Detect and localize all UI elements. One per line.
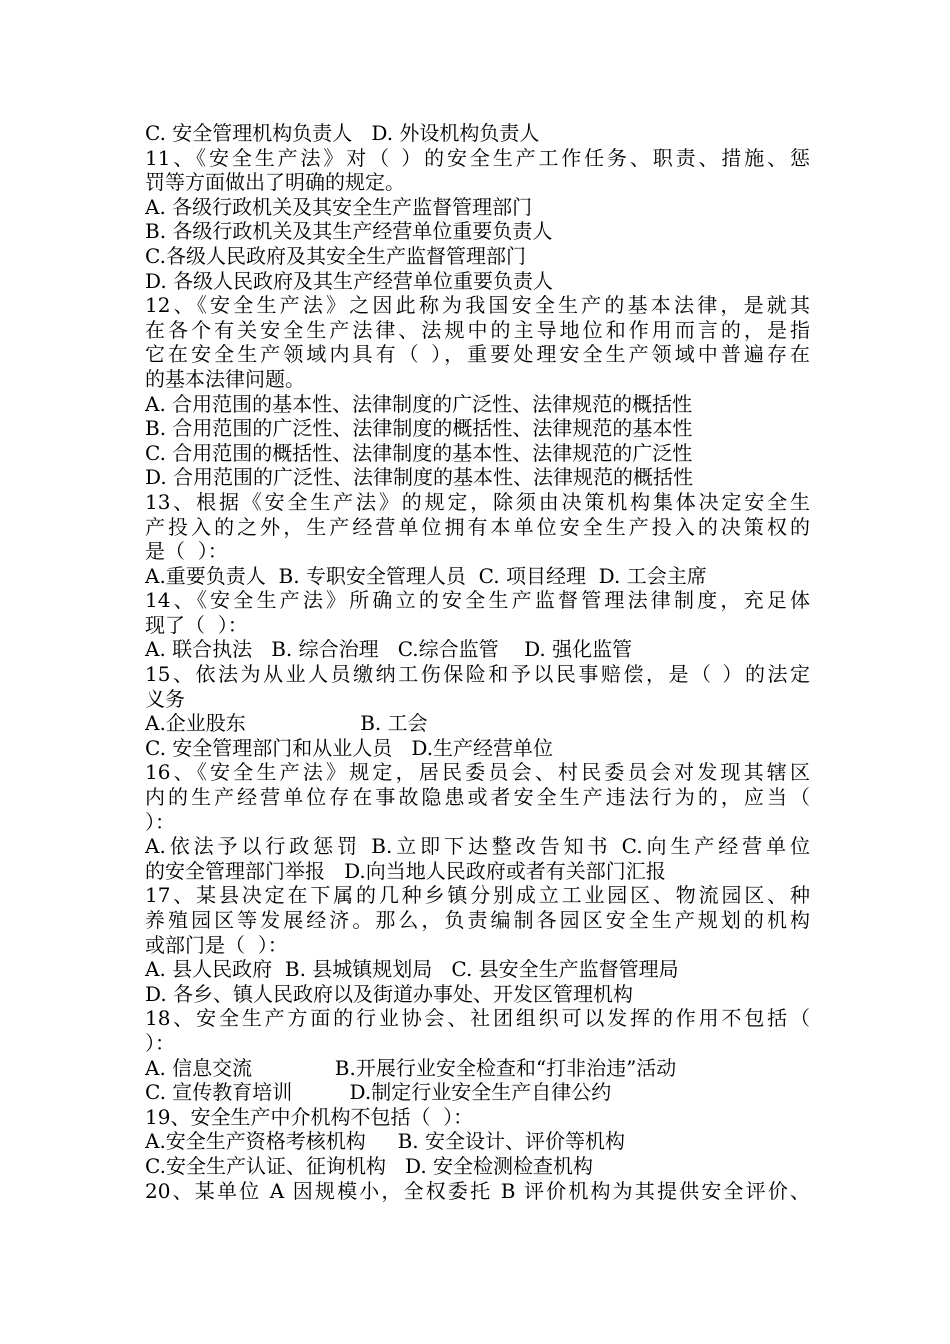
text-line: 义务: [145, 686, 185, 711]
text-line: 现了（ ）：: [145, 612, 248, 637]
text-line: D. 合用范围的广泛性、法律制度的基本性、法律规范的概括性: [145, 465, 694, 490]
text-line: 14、《安全生产法》所确立的安全生产监督管理法律制度，充足体: [145, 588, 810, 613]
text-line: 的安全管理部门举报 D.向当地人民政府或者有关部门汇报: [145, 858, 666, 883]
text-line: 19、安全生产中介机构不包括（ ）：: [145, 1104, 474, 1129]
text-line: 产投入的之外，生产经营单位拥有本单位安全生产投入的决策权的: [145, 514, 810, 539]
text-line: ）：: [145, 809, 175, 834]
text-line: 在各个有关安全生产法律、法规中的主导地位和作用而言的，是指: [145, 317, 810, 342]
text-line: 养殖园区等发展经济。那么，负责编制各园区安全生产规划的机构: [145, 908, 810, 932]
text-line: A. 合用范围的基本性、法律制度的广泛性、法律规范的概括性: [145, 391, 693, 416]
text-line: C. 安全管理部门和从业人员 D.生产经营单位: [145, 735, 554, 760]
text-line: 的基本法律问题。: [145, 366, 305, 391]
text-line: A. 各级行政机关及其安全生产监督管理部门: [145, 194, 533, 219]
text-line: 12、《安全生产法》之因此称为我国安全生产的基本法律，是就其: [145, 293, 810, 318]
text-line: D. 各级人民政府及其生产经营单位重要负责人: [145, 268, 554, 293]
text-line: A.依法予以行政惩罚 B.立即下达整改告知书 C.向生产经营单位: [145, 834, 810, 859]
text-line: 20、某单位 A 因规模小，全权委托 B 评价机构为其提供安全评价、: [145, 1178, 810, 1203]
text-line: A.企业股东 B. 工会: [145, 711, 428, 736]
text-line: 它在安全生产领域内具有（ ），重要处理安全生产领域中普遍存在: [145, 342, 810, 367]
text-line: C. 安全管理机构负责人 D. 外设机构负责人: [145, 121, 540, 145]
text-line: 16、《安全生产法》规定，居民委员会、村民委员会对发现其辖区: [145, 760, 810, 785]
text-line: 11、《安全生产法》对（ ）的安全生产工作任务、职责、措施、惩: [145, 145, 810, 170]
text-line: A. 信息交流 B.开展行业安全检查和“打非治违”活动: [145, 1055, 677, 1080]
text-line: C.各级人民政府及其安全生产监督管理部门: [145, 243, 526, 268]
text-line: ）：: [145, 1030, 175, 1055]
text-line: C. 合用范围的概括性、法律制度的基本性、法律规范的广泛性: [145, 440, 693, 465]
text-line: C.安全生产认证、征询机构 D. 安全检测检查机构: [145, 1153, 594, 1178]
text-line: B. 各级行政机关及其生产经营单位重要负责人: [145, 219, 553, 244]
text-line: 18、安全生产方面的行业协会、社团组织可以发挥的作用不包括（: [145, 1006, 810, 1031]
text-line: 是（ ）：: [145, 539, 228, 564]
text-line: 或部门是（ ）：: [145, 932, 288, 957]
text-line: B. 合用范围的广泛性、法律制度的概括性、法律规范的基本性: [145, 416, 693, 441]
text-line: A.安全生产资格考核机构 B. 安全设计、评价等机构: [145, 1129, 625, 1154]
text-line: C. 宣传教育培训 D.制定行业安全生产自律公约: [145, 1080, 612, 1105]
text-line: 15、依法为从业人员缴纳工伤保险和予以民事赔偿，是（ ）的法定: [145, 662, 810, 687]
document-page: [145, 121, 810, 1203]
text-line: A. 县人民政府 B. 县城镇规划局 C. 县安全生产监督管理局: [145, 957, 679, 982]
text-line: D. 各乡、镇人民政府以及街道办事处、开发区管理机构: [145, 981, 634, 1006]
text-line: A. 联合执法 B. 综合治理 C.综合监管 D. 强化监管: [145, 637, 633, 662]
text-line: 13、根据《安全生产法》的规定，除须由决策机构集体决定安全生: [145, 489, 810, 514]
text-line: A.重要负责人 B. 专职安全管理人员 C. 项目经理 D. 工会主席: [145, 563, 707, 588]
text-line: 17、某县决定在下属的几种乡镇分别成立工业园区、物流园区、种: [145, 883, 810, 908]
text-line: 内的生产经营单位存在事故隐患或者安全生产违法行为的，应当（: [145, 785, 810, 810]
text-line: 罚等方面做出了明确的规定。: [145, 170, 405, 195]
